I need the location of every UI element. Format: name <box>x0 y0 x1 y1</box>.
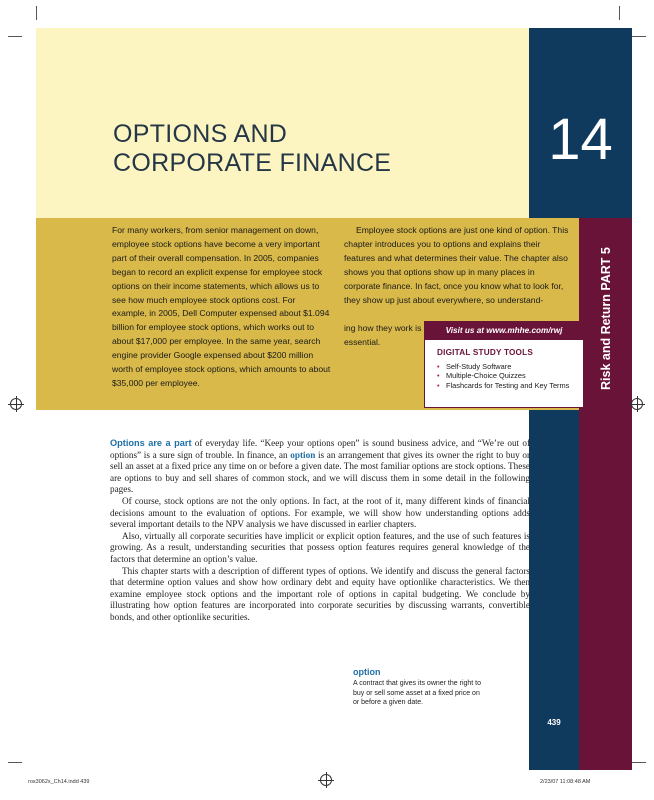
intro-right-continued <box>344 322 424 350</box>
crop-mark <box>632 762 646 763</box>
crop-mark <box>8 36 22 37</box>
paragraph-3: Also, virtually all corporate securities have implicit or explicit option features, and the use of such features is growing. As a result, understanding securities that possess option features requires general knowledge of the factors that determine an option’s value. <box>110 530 530 564</box>
footer-timestamp: 2/23/07 11:08:48 AM <box>540 779 591 785</box>
chapter-title-line1: OPTIONS AND <box>113 120 288 148</box>
key-term-option: option <box>290 449 316 460</box>
lead-in: Options are a part <box>110 438 192 448</box>
body-text <box>110 438 530 624</box>
crop-mark <box>8 762 22 763</box>
definition-term: option <box>353 667 381 677</box>
crop-mark <box>632 36 646 37</box>
part-label: Risk and Return PART 5 <box>599 247 613 390</box>
intro-right-continued-text: ing how they work is essential. <box>344 323 422 347</box>
list-item: • Self-Study Software <box>437 362 512 371</box>
chapter-title-line2: CORPORATE FINANCE <box>113 149 392 177</box>
intro-right-column <box>344 224 572 307</box>
page-number: 439 <box>547 718 561 727</box>
paragraph-2: Of course, stock options are not the only options. In fact, at the root of it, many different kinds of financial decisions amount to the evaluation of options. For example, we will show how understanding options adds several important details to the NPV analysis we have discussed in earlier chapters. <box>110 495 530 530</box>
bullet-icon: • <box>437 371 440 381</box>
visit-website-link[interactable]: Visit us at www.mhhe.com/rwj <box>425 322 583 340</box>
list-item: • Multiple-Choice Quizzes <box>437 371 526 381</box>
definition-text: A contract that gives its owner the right to buy or sell some asset at a fixed price on or before a given date. <box>353 680 482 707</box>
paragraph-4: This chapter starts with a description of different types of options. We identify and discuss the general factors that determine option values and show how ordinary debt and equity have optionlike characteristics. We then examine employee stock options and the important role of options in capital budgeting. We conclude by illustrating how option features are incorporated into corporate securities by discussing warrants, convertible bonds, and other optionlike securities. <box>110 565 530 622</box>
intro-left-column <box>112 224 332 391</box>
tools-list <box>437 362 579 390</box>
crop-mark <box>619 6 620 20</box>
crop-mark <box>36 6 37 20</box>
tools-title: DIGITAL STUDY TOOLS <box>437 348 533 357</box>
chapter-number: 14 <box>548 107 613 172</box>
chapter-title <box>113 120 473 178</box>
list-item: • Flashcards for Testing and Key Terms <box>437 380 570 390</box>
paragraph-1: Options are a part of everyday life. “Keep your options open” is sound business advice, and “We’re out of options” is a sure sign of trouble. In finance, an option is an arrangement that gives its owner the right to buy or sell an asset at a fixed price any time on or before a given date. The most familiar options are stock options. These are options to buy and sell shares of common stock, and we will discuss them in some detail in the following pages. <box>110 438 531 495</box>
digital-study-tools-box <box>424 321 584 408</box>
registration-mark-icon <box>10 398 22 410</box>
bullet-icon: • <box>437 362 440 371</box>
footer-file-info: ros3062x_Ch14.indd 439 <box>28 779 90 785</box>
registration-mark-icon <box>320 774 332 786</box>
bullet-icon: • <box>437 380 440 390</box>
registration-mark-icon <box>631 398 643 410</box>
intro-right-text: Employee stock options are just one kind of option. This chapter introduces you to options and explains their features and what determines their value. The chapter also shows you that options show up in many places in corporate finance. In fact, once you know what to look for, they show up just about everywhere, so understand- <box>344 225 569 305</box>
intro-left-text: For many workers, from senior management on down, employee stock options have become a very important part of their overall compensation. In 2005, companies began to record an explicit expense for employee stock options on their income statements, which allows us to see how much employee stock options cost. For example, in 2005, Dell Computer expensed about $1.094 billion for employee stock options, which works out to about $17,000 per employee. In the same year, search engine provider Google expensed about $200 million worth of employee stock options, which amounts to about $35,000 per employee. <box>112 225 331 388</box>
